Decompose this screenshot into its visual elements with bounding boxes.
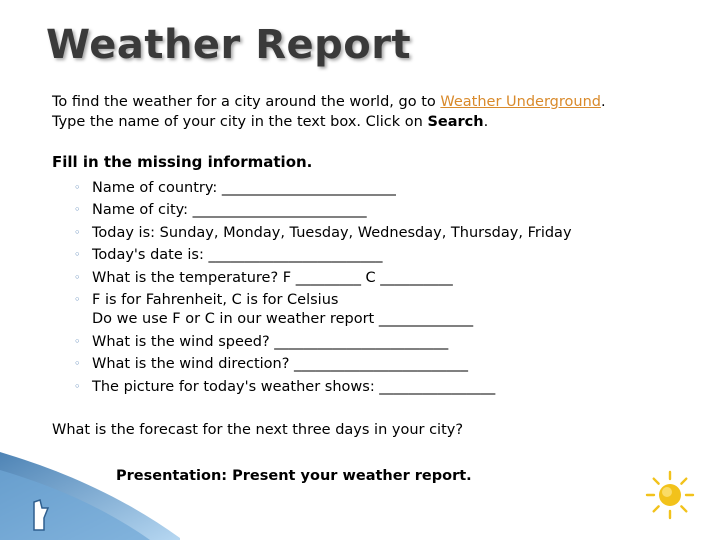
ring-bullet-icon: ◦: [74, 248, 81, 262]
swoosh-icon: [0, 440, 180, 540]
ring-bullet-icon: ◦: [74, 357, 81, 371]
list-item: ◦ What is the wind direction? ________________________: [74, 353, 694, 375]
intro-line2-suffix: .: [483, 114, 489, 130]
ring-bullet-icon: ◦: [74, 293, 81, 307]
sun-icon: [645, 470, 695, 520]
ring-bullet-icon: ◦: [74, 181, 81, 194]
search-emphasis: Search: [427, 114, 484, 130]
forecast-question: What is the forecast for the next three days in your city?: [52, 422, 464, 438]
presentation-instruction: Presentation: Present your weather report.: [116, 468, 472, 484]
intro-line2-prefix: Type the name of your city in the text box. Click on: [52, 114, 428, 130]
list-item: ◦ Today's date is: ________________________: [74, 244, 694, 266]
list-item: ◦ The picture for today's weather shows: ________________: [74, 376, 694, 398]
question-list: [74, 177, 694, 398]
weather-underground-link[interactable]: Weather Underground: [440, 94, 601, 110]
list-item: ◦ F is for Fahrenheit, C is for Celsius: [74, 289, 694, 311]
ring-bullet-icon: ◦: [74, 203, 81, 217]
ring-bullet-icon: ◦: [74, 270, 81, 284]
intro-line1-prefix: To find the weather for a city around the world, go to: [52, 94, 441, 110]
list-item: ◦ Name of country: ________________________: [74, 177, 694, 199]
ring-bullet-icon: ◦: [74, 334, 81, 348]
list-item: ◦ What is the wind speed? ________________________: [74, 331, 694, 353]
list-item-continuation: Do we use F or C in our weather report _____________: [92, 311, 474, 328]
list-item: ◦ Name of city: ________________________: [74, 199, 694, 221]
ring-bullet-icon: ◦: [74, 379, 81, 393]
ring-bullet-icon: ◦: [74, 225, 81, 239]
page-title: Weather Report: [46, 22, 412, 68]
intro-text: [52, 92, 692, 132]
fill-heading: Fill in the missing information.: [52, 153, 313, 171]
intro-line1-suffix: .: [600, 94, 606, 110]
list-item: ◦ Today is: Sunday, Monday, Tuesday, Wednesday, Thursday, Friday: [74, 222, 694, 244]
list-item: ◦ What is the temperature? F _________ C __________: [74, 267, 694, 289]
